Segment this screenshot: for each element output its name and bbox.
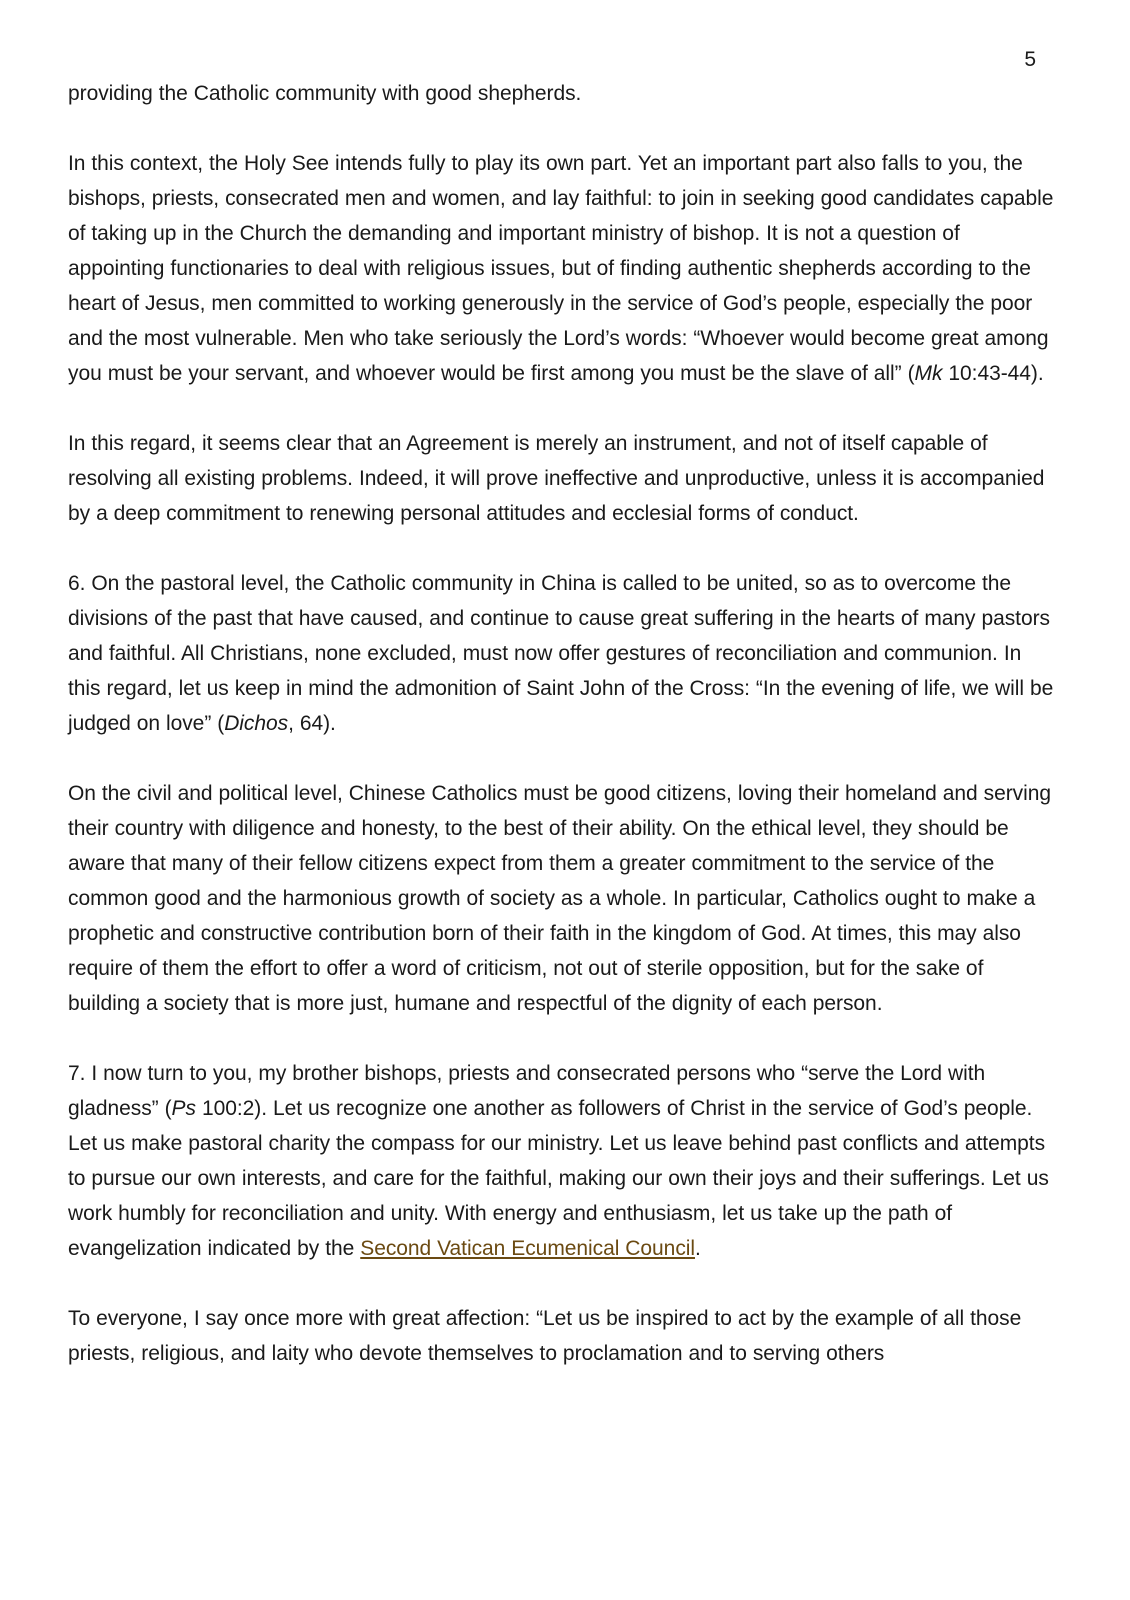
text-run: , 64). bbox=[288, 712, 336, 735]
paragraph-4 bbox=[68, 776, 1058, 1021]
paragraph-2 bbox=[68, 426, 1058, 531]
council-link[interactable]: Second Vatican Ecumenical Council bbox=[360, 1237, 695, 1260]
body-text bbox=[68, 76, 1058, 1371]
text-run: To everyone, I say once more with great affection: “Let us be inspired to act by the example of all those priests, religious, and laity who devote themselves to proclamation and to serving others bbox=[68, 1307, 1022, 1365]
text-run: providing the Catholic community with good shepherds. bbox=[68, 82, 582, 105]
text-run: In this regard, it seems clear that an Agreement is merely an instrument, and not of itself capable of resolving all existing problems. Indeed, it will prove ineffective and unproductive, unless it is accompanied by a deep commitment to renewing personal attitudes and ecclesial forms of conduct. bbox=[68, 432, 1045, 525]
text-run: 100:2). Let us recognize one another as followers of Christ in the service of God’s people. Let us make pastoral charity the compass for our ministry. Let us leave behind past conflicts and attempts to pursue our own interests, and care for the faithful, making our own their joys and their sufferings. Let us work humbly for reconciliation and unity. With energy and enthusiasm, let us take up the path of evangelization indicated by the bbox=[68, 1097, 1049, 1260]
text-run: 7. I now turn to you, my brother bishops, priests and consecrated persons who “serve the Lord with gladness” ( bbox=[68, 1062, 986, 1120]
page-number: 5 bbox=[1024, 48, 1036, 71]
paragraph-5 bbox=[68, 1056, 1058, 1266]
paragraph-6 bbox=[68, 1301, 1058, 1371]
paragraph-1 bbox=[68, 146, 1058, 391]
paragraph-3 bbox=[68, 566, 1058, 741]
text-run: . bbox=[695, 1237, 701, 1260]
citation-italic: Mk bbox=[914, 362, 943, 385]
text-run: 6. On the pastoral level, the Catholic community in China is called to be united, so as to overcome the divisions of the past that have caused, and continue to cause great suffering in the hearts of many pastors and faithful. All Christians, none excluded, must now offer gestures of reconciliation and communion. In this regard, let us keep in mind the admonition of Saint John of the Cross: “In the evening of life, we will be judged on love” ( bbox=[68, 572, 1054, 735]
citation-italic: Ps bbox=[171, 1097, 196, 1120]
paragraph-0 bbox=[68, 76, 1058, 111]
text-run: 10:43-44). bbox=[942, 362, 1044, 385]
text-run: On the civil and political level, Chinese Catholics must be good citizens, loving their homeland and serving their country with diligence and honesty, to the best of their ability. On the ethical level, they should be aware that many of their fellow citizens expect from them a greater commitment to the service of the common good and the harmonious growth of society as a whole. In particular, Catholics ought to make a prophetic and constructive contribution born of their faith in the kingdom of God. At times, this may also require of them the effort to offer a word of criticism, not out of sterile opposition, but for the sake of building a society that is more just, humane and respectful of the dignity of each person. bbox=[68, 782, 1051, 1015]
citation-italic: Dichos bbox=[224, 712, 289, 735]
text-run: In this context, the Holy See intends fully to play its own part. Yet an important part also falls to you, the bishops, priests, consecrated men and women, and lay faithful: to join in seeking good candidates capable of taking up in the Church the demanding and important ministry of bishop. It is not a question of appointing functionaries to deal with religious issues, but of finding authentic shepherds according to the heart of Jesus, men committed to working generously in the service of God’s people, especially the poor and the most vulnerable. Men who take seriously the Lord’s words: “Whoever would become great among you must be your servant, and whoever would be first among you must be the slave of all” ( bbox=[68, 152, 1054, 385]
